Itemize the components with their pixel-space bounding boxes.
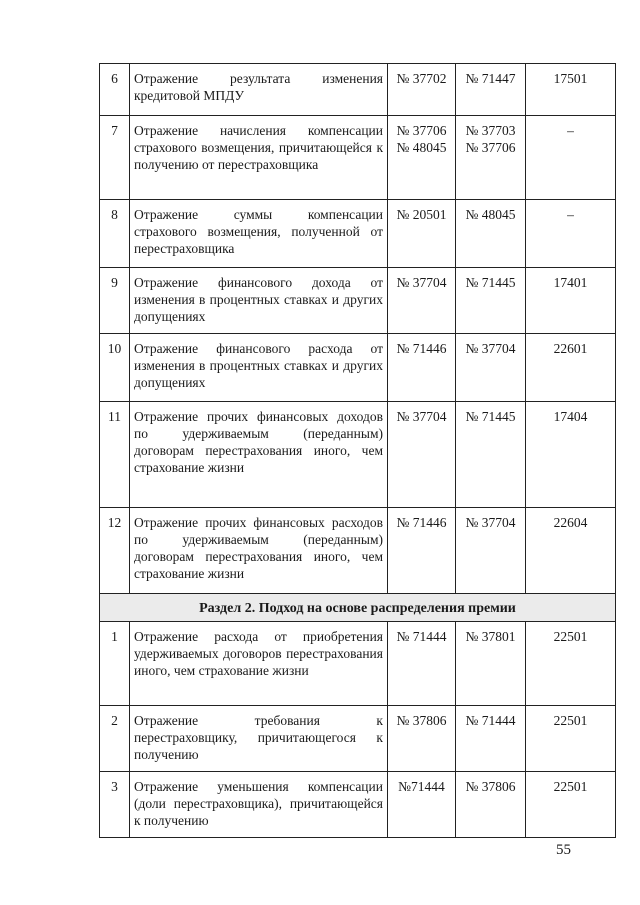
- table-row: [100, 334, 616, 402]
- row-number: 7: [100, 116, 130, 200]
- table-row: [100, 402, 616, 508]
- entry-description: Отражение требования к перестраховщику, причитающегося к получению: [130, 706, 388, 772]
- credit-account: № 71445: [456, 402, 526, 508]
- table-row: [100, 508, 616, 594]
- symbol-code: 17404: [526, 402, 616, 508]
- table-body-section-2: [100, 622, 616, 838]
- table-body-section-header: [100, 594, 616, 622]
- entry-description: Отражение финансового дохода от изменения в процентных ставках и других допущениях: [130, 268, 388, 334]
- row-number: 3: [100, 772, 130, 838]
- row-number: 6: [100, 64, 130, 116]
- debit-account: № 71446: [388, 508, 456, 594]
- entry-description: Отражение прочих финансовых расходов по удерживаемым (переданным) договорам перестрахования иного, чем страхование жизни: [130, 508, 388, 594]
- symbol-code: 17401: [526, 268, 616, 334]
- table-body-section-1: [100, 64, 616, 594]
- section-title: Раздел 2. Подход на основе распределения премии: [100, 594, 616, 622]
- page-number: 55: [556, 842, 571, 858]
- section-header-row: [100, 594, 616, 622]
- row-number: 1: [100, 622, 130, 706]
- table-row: [100, 64, 616, 116]
- table-row: [100, 772, 616, 838]
- table-row: [100, 116, 616, 200]
- symbol-code: 22501: [526, 772, 616, 838]
- credit-account: № 37806: [456, 772, 526, 838]
- entry-description: Отражение уменьшения компенсации (доли перестраховщика), причитающейся к получению: [130, 772, 388, 838]
- entry-description: Отражение прочих финансовых доходов по удерживаемым (переданным) договорам перестрахования иного, чем страхование жизни: [130, 402, 388, 508]
- entry-description: Отражение начисления компенсации страхового возмещения, причитающейся к получению от перестраховщика: [130, 116, 388, 200]
- credit-account: № 71445: [456, 268, 526, 334]
- credit-account: № 71444: [456, 706, 526, 772]
- entry-description: Отражение суммы компенсации страхового возмещения, полученной от перестраховщика: [130, 200, 388, 268]
- debit-account: № 37806: [388, 706, 456, 772]
- row-number: 9: [100, 268, 130, 334]
- symbol-code: 22604: [526, 508, 616, 594]
- symbol-code: –: [526, 200, 616, 268]
- row-number: 2: [100, 706, 130, 772]
- debit-account: № 37702: [388, 64, 456, 116]
- table-row: [100, 268, 616, 334]
- credit-account: № 37704: [456, 508, 526, 594]
- credit-account: № 37801: [456, 622, 526, 706]
- debit-account: № 37704: [388, 402, 456, 508]
- symbol-code: 22501: [526, 706, 616, 772]
- credit-account: № 71447: [456, 64, 526, 116]
- symbol-code: 22601: [526, 334, 616, 402]
- credit-account: № 37704: [456, 334, 526, 402]
- entry-description: Отражение результата изменения кредитовой МПДУ: [130, 64, 388, 116]
- table-row: [100, 622, 616, 706]
- row-number: 12: [100, 508, 130, 594]
- table-row: [100, 706, 616, 772]
- credit-account: № 48045: [456, 200, 526, 268]
- row-number: 10: [100, 334, 130, 402]
- symbol-code: 17501: [526, 64, 616, 116]
- accounting-entries-table: [99, 63, 616, 838]
- row-number: 11: [100, 402, 130, 508]
- debit-account: № 20501: [388, 200, 456, 268]
- debit-account: № 71444: [388, 622, 456, 706]
- row-number: 8: [100, 200, 130, 268]
- debit-account: № 71446: [388, 334, 456, 402]
- debit-account: №71444: [388, 772, 456, 838]
- symbol-code: 22501: [526, 622, 616, 706]
- table-row: [100, 200, 616, 268]
- debit-account: № 37704: [388, 268, 456, 334]
- entry-description: Отражение расхода от приобретения удерживаемых договоров перестрахования иного, чем страхование жизни: [130, 622, 388, 706]
- entry-description: Отражение финансового расхода от изменения в процентных ставках и других допущениях: [130, 334, 388, 402]
- credit-account: № 37703 № 37706: [456, 116, 526, 200]
- debit-account: № 37706 № 48045: [388, 116, 456, 200]
- symbol-code: –: [526, 116, 616, 200]
